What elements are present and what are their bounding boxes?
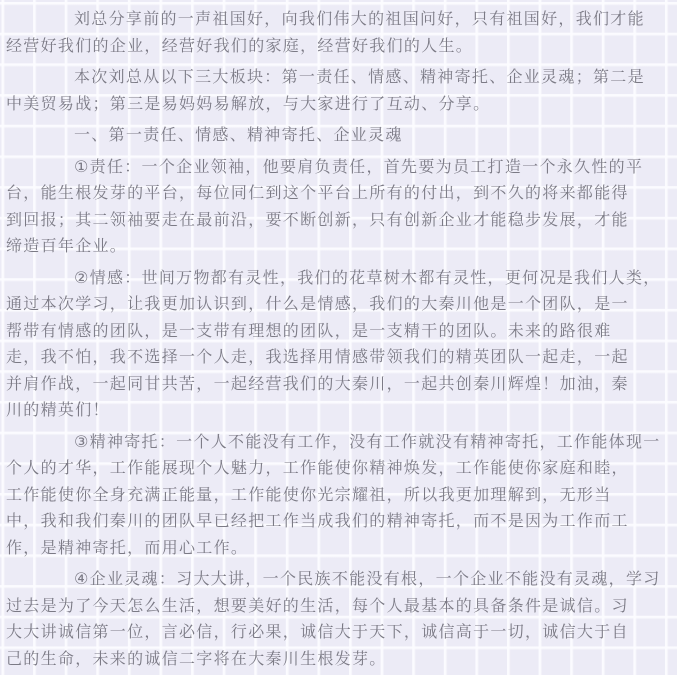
text-line: 工作能使你全身充满正能量，工作能使你光宗耀祖，所以我更加理解到，无形当: [6, 486, 612, 504]
text-line: 大大讲诚信第一位，言必信，行必果，诚信大于天下，诚信高于一切，诚信大于自: [6, 624, 629, 641]
text-line: 一、第一责任、情感、精神寄托、企业灵魂: [74, 127, 403, 144]
text-line: ④企业灵魂：习大大讲，一个民族不能没有根，一个企业不能没有灵魂，学习: [74, 571, 661, 588]
paragraph: [6, 430, 671, 563]
text-line: 过去是为了今天怎么生活，想要美好的生活，每个人最基本的具备条件是诚信。习: [6, 597, 629, 615]
text-line: 台，能生根发芽的平台，每位同仁到这个平台上所有的付出，到不久的将来都能得: [6, 185, 629, 202]
text-line: 本次刘总从以下三大板块：第一责任、情感、精神寄托、企业灵魂；第二是: [74, 69, 645, 86]
paragraph: [6, 155, 671, 261]
text-line: 并肩作战，一起同甘共苦，一起经营我们的大秦川，一起共创秦川辉煌！加油，秦: [6, 375, 629, 393]
text-line: ③精神寄托：一个人不能没有工作，没有工作就没有精神寄托，工作能体现一: [74, 433, 661, 451]
text-line: ②情感：世间万物都有灵性，我们的花草树木都有灵性，更何况是我们人类，: [74, 269, 661, 287]
text-line: 中，我和我们秦川的团队早已经把工作当成我们的精神寄托，而不是因为工作而工: [6, 513, 629, 530]
text-line: 帮带有情感的团队，是一支带有理想的团队，是一支精干的团队。未来的路很难: [6, 322, 612, 340]
text-line: 己的生命，未来的诚信二字将在大秦川生根发芽。: [6, 650, 387, 668]
text-line: 经营好我们的企业，经营好我们的家庭，经营好我们的人生。: [6, 37, 474, 55]
section-heading: [6, 123, 671, 150]
text-line: 川的精英们！: [6, 402, 110, 419]
text-line: 缔造百年企业。: [6, 238, 128, 255]
paragraph: [6, 7, 671, 60]
paragraph: [6, 266, 671, 425]
text-line: ①责任：一个企业领袖，他要肩负责任，首先要为员工打造一个永久性的平: [74, 158, 644, 176]
paragraph: [6, 65, 671, 118]
text-line: 个人的才华，工作能展现个人魅力，工作能使你精神焕发，工作能使你家庭和睦，: [6, 460, 629, 477]
text-line: 到回报；其二领袖要走在最前沿，要不断创新，只有创新企业才能稳步发展，才能: [6, 211, 629, 229]
text-line: 走，我不怕，我不选择一个人走，我选择用情感带领我们的精英团队一起走，一起: [6, 349, 629, 366]
text-line: 中美贸易战；第三是易妈妈易解放，与大家进行了互动、分享。: [6, 95, 491, 113]
paragraph: [6, 567, 671, 673]
text-line: 作，是精神寄托，而用心工作。: [6, 539, 249, 557]
text-line: 通过本次学习，让我更加认识到，什么是情感，我们的大秦川他是一个团队，是一: [6, 296, 629, 313]
text-line: 刘总分享前的一声祖国好，向我们伟大的祖国问好，只有祖国好，我们才能: [74, 11, 645, 28]
